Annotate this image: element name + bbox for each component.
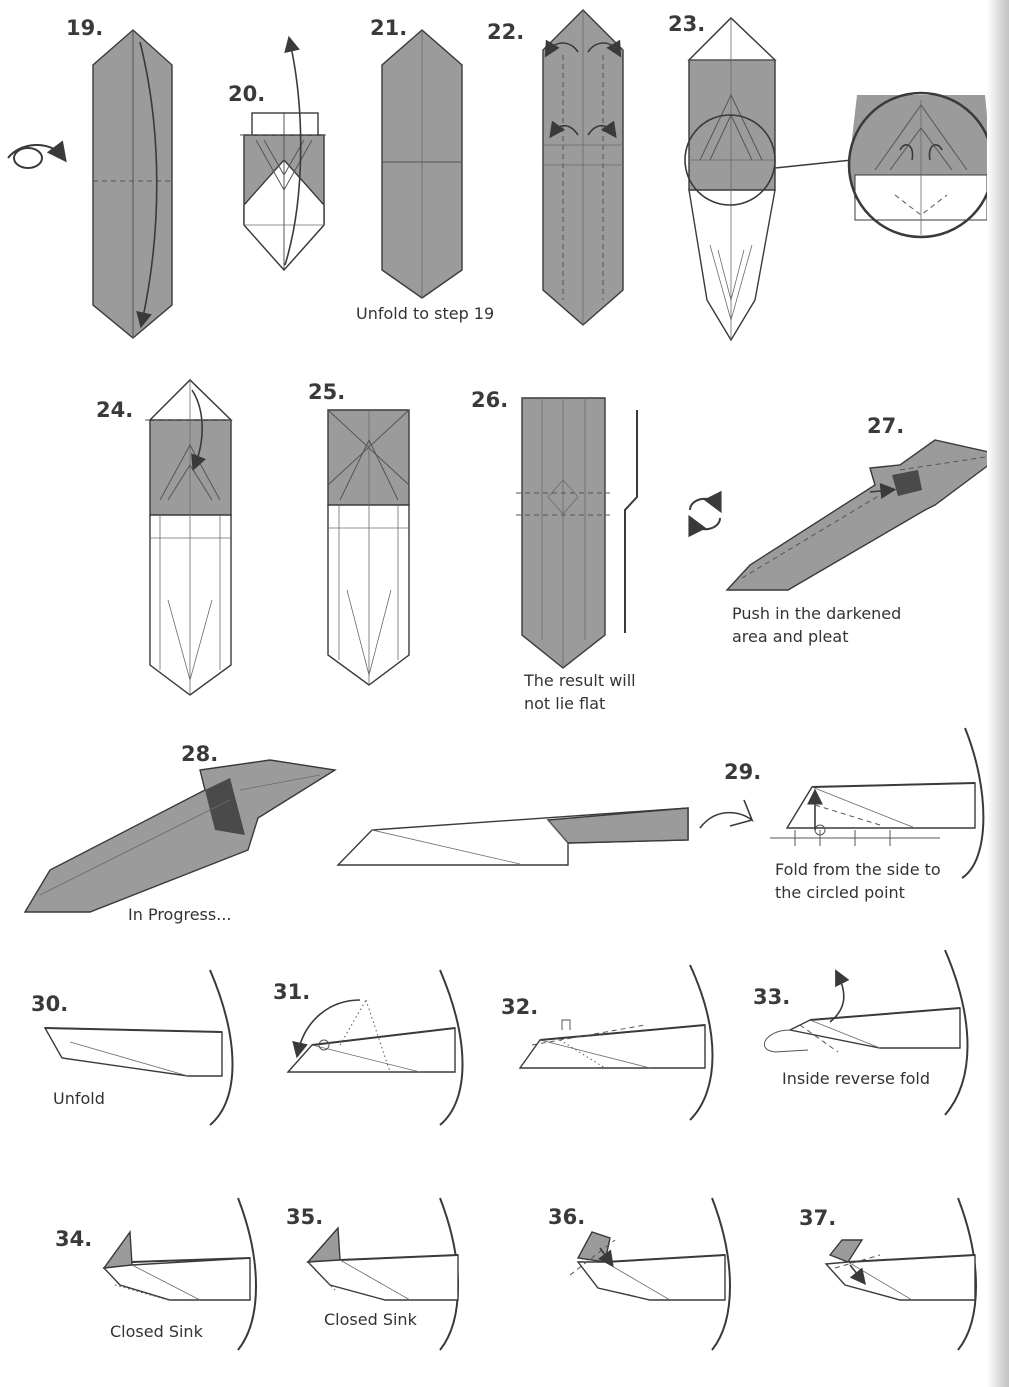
step-36-number: 36. xyxy=(548,1205,586,1229)
step-37-figure xyxy=(826,1198,976,1350)
step-22-figure xyxy=(543,10,623,325)
caption-not-flat-line-2: not lie flat xyxy=(524,694,606,713)
caption-push-in-line-1: Push in the darkened xyxy=(732,604,902,623)
step-33-number: 33. xyxy=(753,985,791,1009)
step-25-number: 25. xyxy=(308,380,346,404)
step-20-number: 20. xyxy=(228,82,266,106)
caption-closed-sink-34: Closed Sink xyxy=(110,1322,203,1341)
step-29-figure xyxy=(770,728,983,878)
step-28-figure xyxy=(25,760,335,912)
step-29-number: 29. xyxy=(724,760,762,784)
caption-fold-side-line-1: Fold from the side to xyxy=(775,860,941,879)
step-19-figure xyxy=(93,30,172,338)
step-24-number: 24. xyxy=(96,398,134,422)
step-27-figure xyxy=(727,440,1002,590)
step-25-figure xyxy=(328,410,409,685)
caption-push-in-line-2: area and pleat xyxy=(732,627,849,646)
step-32-number: 32. xyxy=(501,995,539,1019)
step-28-number: 28. xyxy=(181,742,219,766)
step-36-figure xyxy=(570,1198,730,1350)
caption-fold-side-line-2: the circled point xyxy=(775,883,905,902)
step-33-figure xyxy=(764,950,967,1115)
rotate-icon xyxy=(690,499,720,529)
step-20-figure xyxy=(240,42,328,270)
caption-unfold: Unfold xyxy=(53,1089,105,1108)
step-30-number: 30. xyxy=(31,992,69,1016)
step-26-number: 26. xyxy=(471,388,509,412)
step-22-number: 22. xyxy=(487,20,525,44)
step-32-figure xyxy=(520,965,713,1120)
step-27-number: 27. xyxy=(867,414,905,438)
step-31-number: 31. xyxy=(273,980,311,1004)
caption-inside-reverse-fold: Inside reverse fold xyxy=(782,1069,930,1088)
step-31-figure xyxy=(288,970,463,1125)
step-21-number: 21. xyxy=(370,16,408,40)
caption-in-progress: In Progress... xyxy=(128,905,232,924)
step-23-figure xyxy=(685,18,993,340)
caption-unfold-to-step-19: Unfold to step 19 xyxy=(356,304,495,323)
caption-closed-sink-35: Closed Sink xyxy=(324,1310,417,1329)
step-34-number: 34. xyxy=(55,1227,93,1251)
step-19-number: 19. xyxy=(66,16,104,40)
step-24-figure xyxy=(145,380,235,695)
turn-over-icon xyxy=(8,145,62,168)
step-23-number: 23. xyxy=(668,12,706,36)
step-21-figure xyxy=(382,30,462,298)
flip-arrow-icon xyxy=(700,800,752,828)
step-35-number: 35. xyxy=(286,1205,324,1229)
step-26-figure xyxy=(516,398,637,668)
caption-not-flat-line-1: The result will xyxy=(524,671,636,690)
step-28-side-figure xyxy=(338,808,688,865)
step-37-number: 37. xyxy=(799,1206,837,1230)
page-edge-shadow xyxy=(987,0,1009,1387)
